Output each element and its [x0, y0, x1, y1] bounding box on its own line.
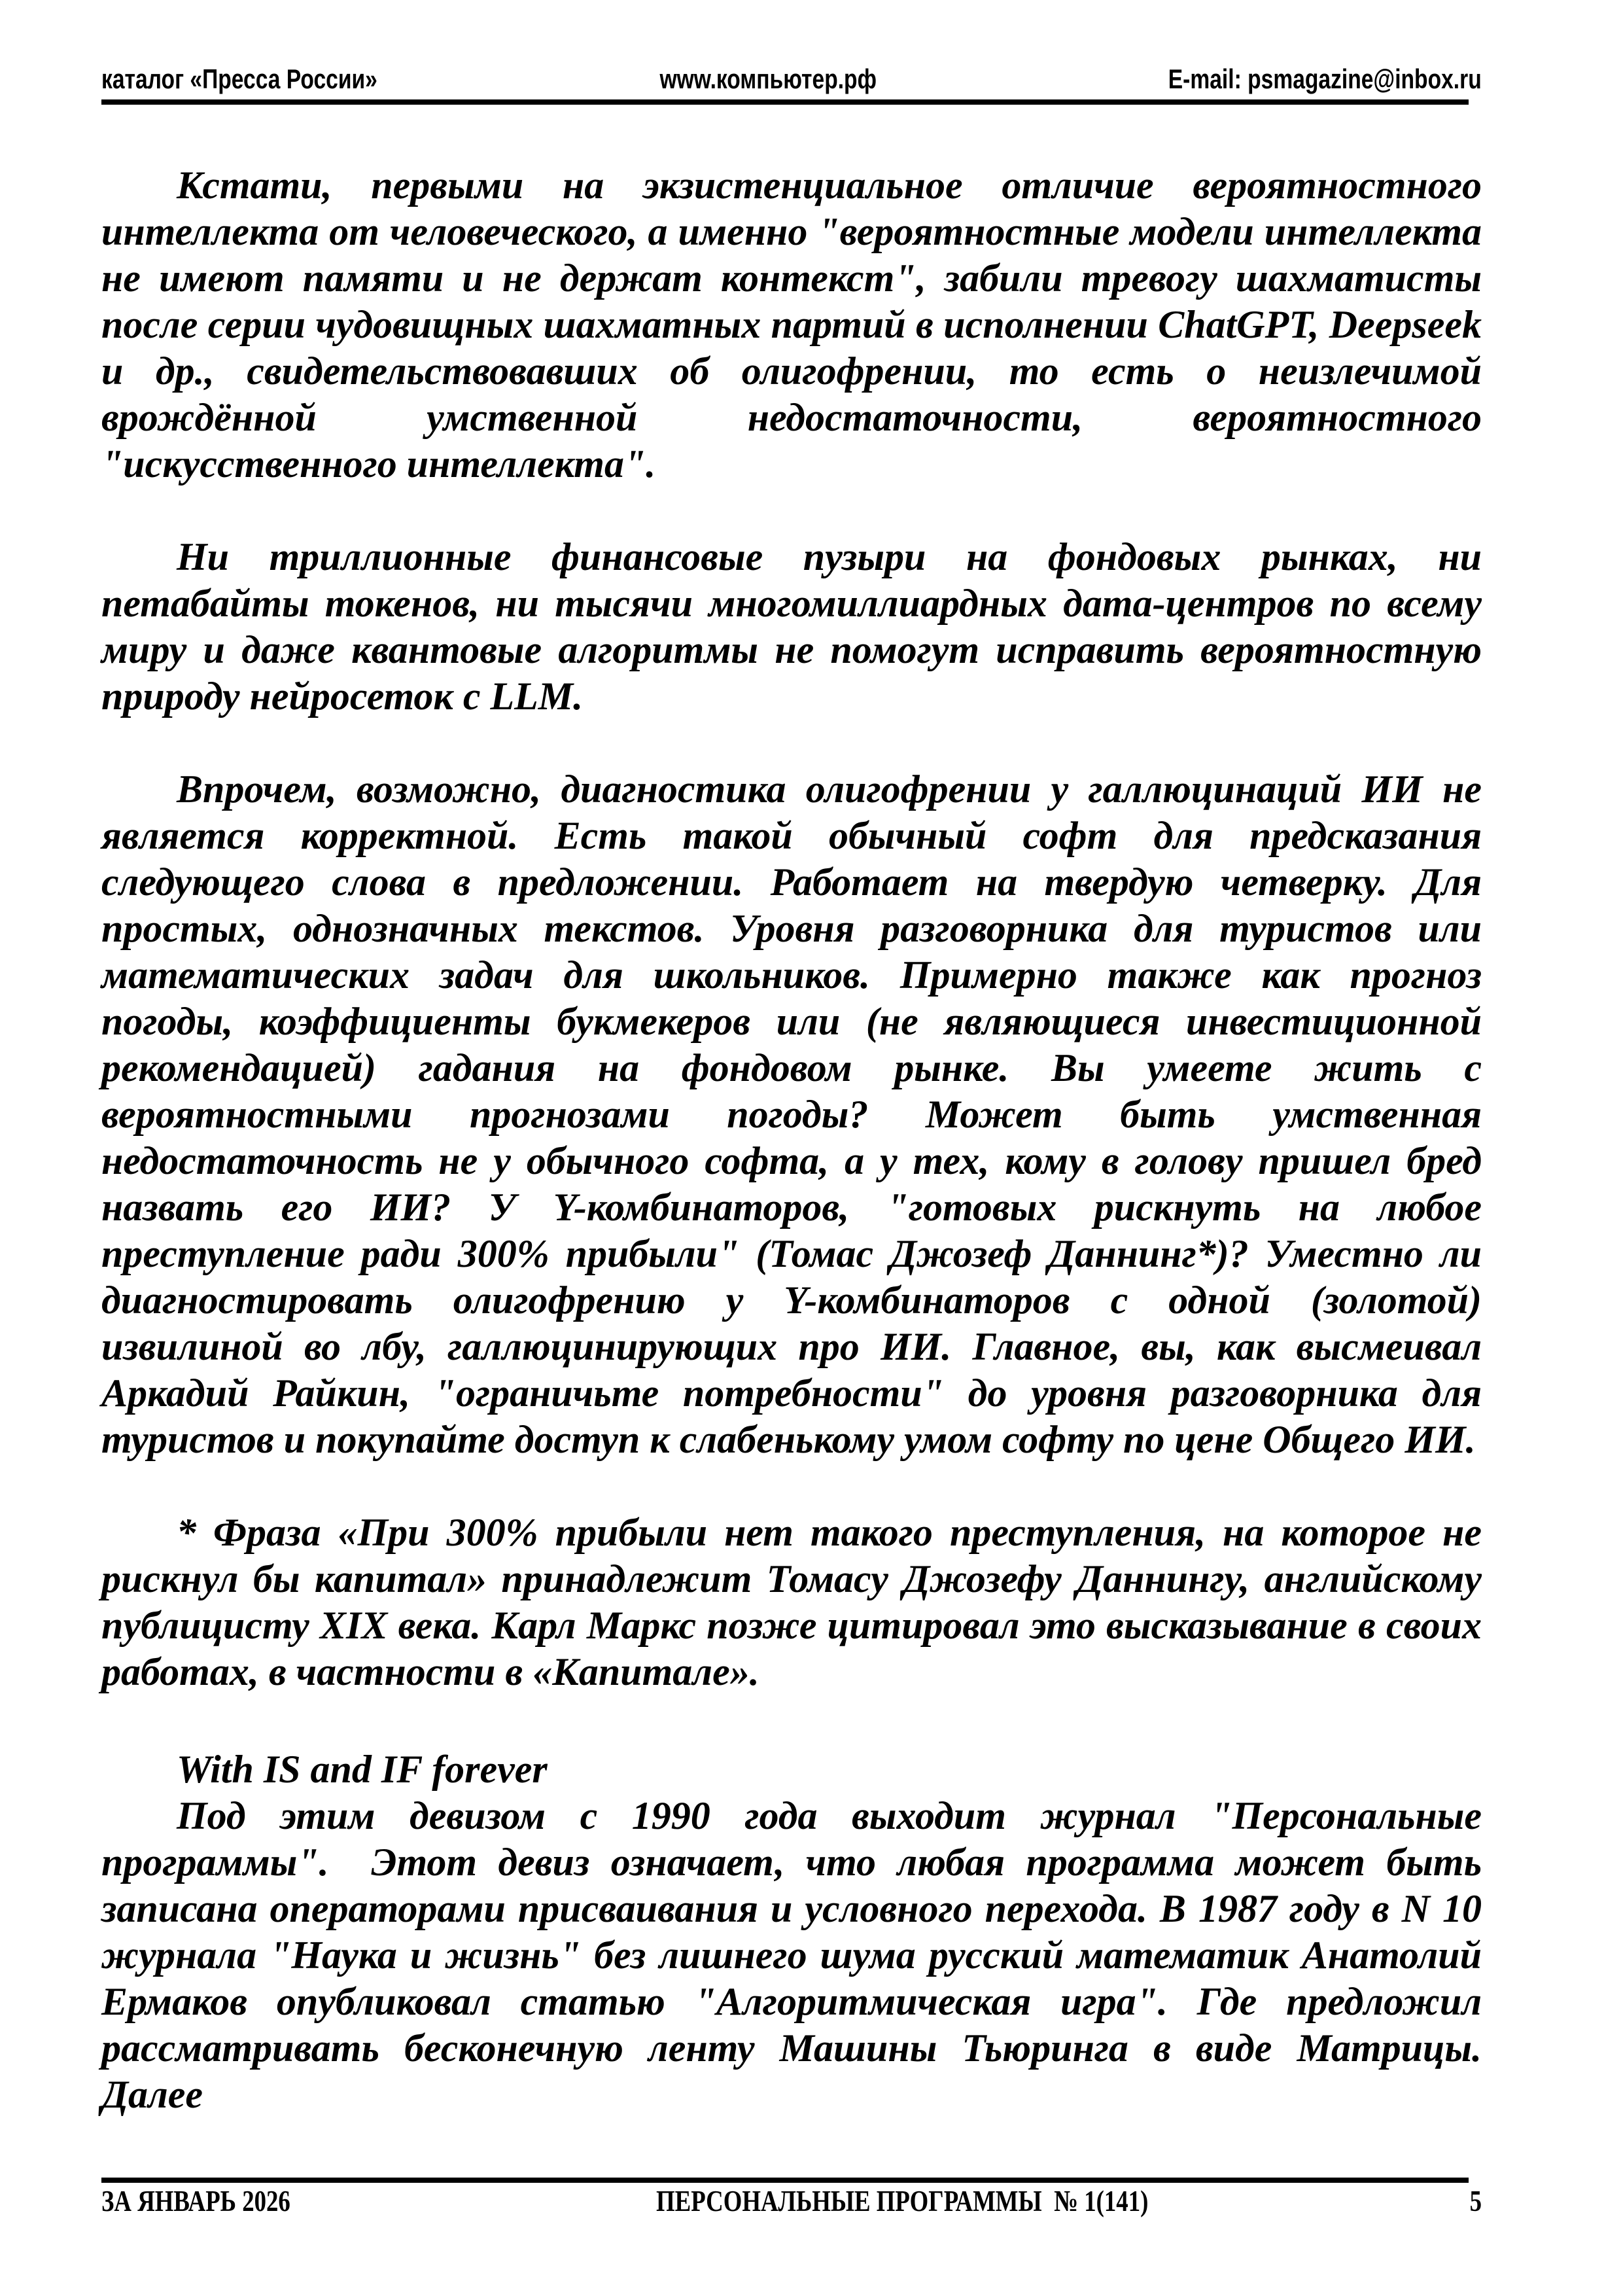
- paragraph-journal-history: Под этим девизом с 1990 года выходит журнал "Персональные программы". Этот девиз означает, что любая программа может быть записана операторами присваивания и условного перехода. В 1987 году в N 10 журнала "Наука и жизнь" без лишнего шума русский математик Анатолий Ермаков опубликовал статью "Алгоритмическая игра". Где предложил рассматривать бесконечную ленту Машины Тьюринга в виде Матрицы. Далее: [101, 1794, 1482, 2116]
- footnote-dunning-quote: * Фраза «При 300% прибыли нет такого преступления, на которое не рискнул бы капитал» принадлежит Томасу Джозефу Даннингу, английскому публицисту XIX века. Карл Маркс позже цитировал это высказывание в своих работах, в частности в «Капитале».: [101, 1511, 1482, 1693]
- footer-page-number: 5: [1469, 2184, 1482, 2217]
- page-header: [101, 64, 1482, 94]
- footer-journal-title: ПЕРСОНАЛЬНЫЕ ПРОГРАММЫ № 1(141): [655, 2184, 1149, 2217]
- section-heading-with-is-and-if: With IS and IF forever: [177, 1748, 548, 1791]
- header-email: E-mail: psmagazine@inbox.ru: [1168, 63, 1482, 94]
- header-site-url: www.компьютер.рф: [659, 63, 877, 94]
- paragraph-diagnostics-doubt: Впрочем, возможно, диагностика олигофрении у галлюцинаций ИИ не является корректной. Есть такой обычный софт для предсказания следующего слова в предложении. Работает на твердую четверку. Для простых, однозначных текстов. Уровня разговорника для туристов или математических задач для школьников. Примерно также как прогноз погоды, коэффициенты букмекеров или (не являющиеся инвестиционной рекомендацией) гадания на фондовом рынке. Вы умеете жить с вероятностными прогнозами погоды? Может быть умственная недостаточность не у обычного софта, а у тех, кому в голову пришел бред назвать его ИИ? У Y-комбинаторов, "готовых рискнуть на любое преступление ради 300% прибыли" (Томас Джозеф Даннинг*)? Уместно ли диагностировать олигофрению у Y-комбинаторов с одной (золотой) извилиной во лбу, галлюцинирующих про ИИ. Главное, вы, как высмеивал Аркадий Райкин, "ограничьте потребности" до уровня разговорника для туристов и покупайте доступ к слабенькому умом софту по цене Общего ИИ.: [101, 768, 1482, 1461]
- footer-issue-date: ЗА ЯНВАРЬ 2026: [101, 2184, 290, 2217]
- article-body: [101, 162, 1482, 2118]
- page-footer: [101, 2184, 1482, 2218]
- header-catalog-label: каталог «Пресса России»: [101, 63, 377, 94]
- header-rule: [101, 99, 1469, 105]
- paragraph-financial-bubbles: Ни триллионные финансовые пузыри на фондовых рынках, ни петабайты токенов, ни тысячи многомиллиардных дата-центров по всему миру и даже квантовые алгоритмы не помогут исправить вероятностную природу нейросеток с LLM.: [101, 535, 1482, 718]
- paragraph-chess-alarm: Кстати, первыми на экзистенциальное отличие вероятностного интеллекта от человеческого, а именно "вероятностные модели интеллекта не имеют памяти и не держат контекст", забили тревогу шахматисты после серии чудовищных шахматных партий в исполнении ChatGPT, Deepseek и др., свидетельствовавших об олигофрении, то есть о неизлечимой врождённой умственной недостаточности, вероятностного "искусственного интеллекта".: [101, 164, 1482, 486]
- footer-rule: [101, 2178, 1469, 2183]
